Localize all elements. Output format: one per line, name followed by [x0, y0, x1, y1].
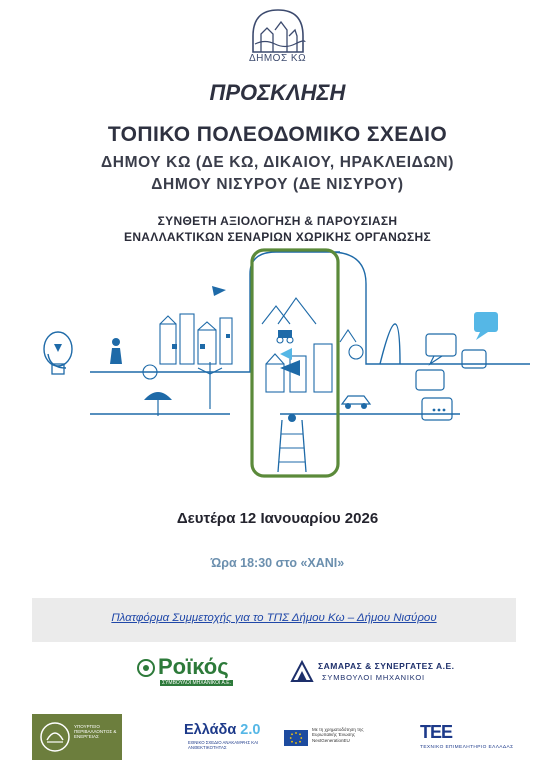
chat-bubble-icon [416, 334, 486, 420]
eu-funding-text: Με τη χρηματοδότηση της Ευρωπαϊκής Ένωσης NextGenerationEU [312, 727, 364, 743]
eu-flag-icon [284, 730, 308, 746]
event-date: Δευτέρα 12 Ιανουαρίου 2026 [176, 510, 379, 527]
platform-link-box [32, 598, 516, 642]
chat-bubble-highlight-icon [474, 312, 498, 340]
tractor-icon [277, 330, 293, 343]
roikos-logo [136, 654, 256, 688]
page-title: ΤΟΠΙΚΟ ΠΟΛΕΟΔΟΜΙΚΟ ΣΧΕΔΙΟ [107, 123, 448, 146]
beach-umbrella [144, 392, 172, 416]
car-icon [342, 396, 370, 409]
subtitle-nisyros: ΔΗΜΟΥ ΝΙΣΥΡΟΥ (ΔΕ ΝΙΣΥΡΟΥ) [151, 176, 404, 193]
roikos-emblem-icon [136, 658, 156, 678]
municipality-logo-label: ΔΗΜΟΣ ΚΩ [248, 53, 307, 64]
topic-line-1: ΣΥΝΘΕΤΗ ΑΞΙΟΛΟΓΗΣΗ & ΠΑΡΟΥΣΙΑΣΗ [157, 214, 398, 228]
windmill-icon [198, 362, 222, 409]
samaras-name: ΣΑΜΑΡΑΣ & ΣΥΝΕΡΓΑΤΕΣ Α.Ε. [318, 661, 455, 671]
greece-2-0-name: Ελλάδα [184, 722, 237, 738]
greece-2-0-subtitle: ΕΘΝΙΚΟ ΣΧΕΔΙΟ ΑΝΑΚΑΜΨΗΣ ΚΑΙ ΑΝΘΕΚΤΙΚΟΤΗΤΑΣ [188, 740, 259, 751]
ladder-climber [278, 414, 306, 472]
lightbulb-icon [44, 332, 72, 374]
dots-icon [433, 409, 446, 412]
event-time: Ώρα 18:30 στο «ΧΑΝΙ» [210, 556, 345, 570]
urban-planning-illustration [30, 244, 530, 482]
tee-logo: ΤΕΕ [420, 722, 453, 742]
person-with-laptop [110, 338, 122, 364]
roikos-name: Ροϊκός [158, 654, 229, 679]
greece-2-0-logo [184, 722, 260, 738]
samaras-emblem-icon [290, 659, 314, 683]
platform-link[interactable]: Πλατφόρμα Συμμετοχής για το ΤΠΣ Δήμου Κω – Δήμου Νισύρου [111, 612, 437, 624]
roikos-subtitle: ΣΥΜΒΟΥΛΟΙ ΜΗΧΑΝΙΚΟΙ Α.Ε. [162, 680, 231, 686]
subtitle-kos: ΔΗΜΟΥ ΚΩ (ΔΕ ΚΩ, ΔΙΚΑΙΟΥ, ΗΡΑΚΛΕΙΔΩΝ) [101, 154, 454, 171]
greece-2-0-number: 2.0 [240, 722, 261, 738]
invitation-heading: ΠΡΟΣΚΛΗΣΗ [209, 80, 346, 105]
ministry-emblem-icon [38, 720, 72, 754]
samaras-subtitle: ΣΥΜΒΟΥΛΟΙ ΜΗΧΑΝΙΚΟΙ [322, 673, 425, 682]
topic-line-2: ΕΝΑΛΛΑΚΤΙΚΩΝ ΣΕΝΑΡΙΩΝ ΧΩΡΙΚΗΣ ΟΡΓΑΝΩΣΗΣ [124, 230, 431, 244]
ministry-label: ΥΠΟΥΡΓΕΙΟ ΠΕΡΙΒΑΛΛΟΝΤΟΣ & ΕΝΕΡΓΕΙΑΣ [74, 724, 117, 740]
airplane-icon [212, 286, 226, 296]
tee-subtitle: ΤΕΧΝΙΚΟ ΕΠΙΜΕΛΗΤΗΡΙΟ ΕΛΛΑΔΑΣ [420, 745, 514, 750]
